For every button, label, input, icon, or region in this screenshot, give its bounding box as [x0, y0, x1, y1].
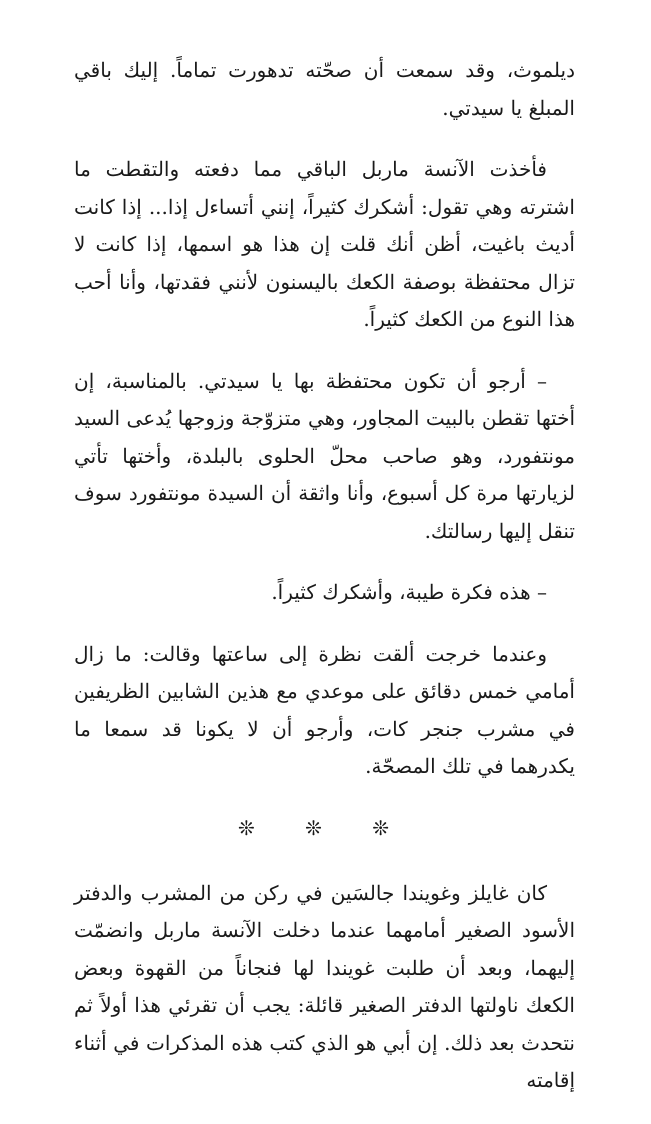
paragraph-1: ديلموث، وقد سمعت أن صحّته تدهورت تماماً. إليك باقي المبلغ يا سيدتي. — [74, 58, 575, 120]
section-divider: ❊ ❊ ❊ — [238, 815, 411, 840]
paragraph-2: فأخذت الآنسة ماربل الباقي مما دفعته والتقطت ما اشترته وهي تقول: أشكرك كثيراً، إنني أتساءل إذا... إذا كانت أديث باغيت، أظن أنك قلت إن هذا هو اسمها، إذا كانت لا تزال محتفظة بوصفة الكعك باليسنون لأنني فقدتها، وأنا أحب هذا النوع من الكعك كثيراً. — [74, 157, 575, 331]
paragraph-4: – هذه فكرة طيبة، وأشكرك كثيراً. — [271, 580, 547, 604]
paragraph-3: – أرجو أن تكون محتفظة بها يا سيدتي. بالمناسبة، إن أختها تقطن بالبيت المجاور، وهي متزوّجة وزوجها يُدعى السيد مونتفورد، وهو صاحب محلّ الحلوى بالبلدة، وأختها تأتي لزيارتها مرة كل أسبوع، وأنا واثقة أن السيدة مونتفورد سوف تنقل إليها رسالتك. — [74, 368, 575, 543]
paragraph-5: وعندما خرجت ألقت نظرة إلى ساعتها وقالت: ما زال أمامي خمس دقائق على موعدي مع هذين الشابين الظريفين في مشرب جنجر كات، وأرجو أن لا يكونا قد سمعا ما يكدرهما في تلك المصحّة. — [74, 641, 575, 778]
paragraph-6: كان غايلز وغويندا جالسَين في ركن من المشرب والدفتر الأسود الصغير أمامهما عندما دخلت الآنسة ماربل وانضمّت إليهما، وبعد أن طلبت غويندا لها فنجاناً من القهوة وبعض الكعك ناولتها الدفتر الصغير قائلة: يجب أن تقرئي هذا أولاً ثم نتحدث بعد ذلك. إن أبي هو الذي كتب هذه المذكرات في أثناء إقامته — [74, 880, 575, 1092]
book-page — [74, 52, 575, 1124]
